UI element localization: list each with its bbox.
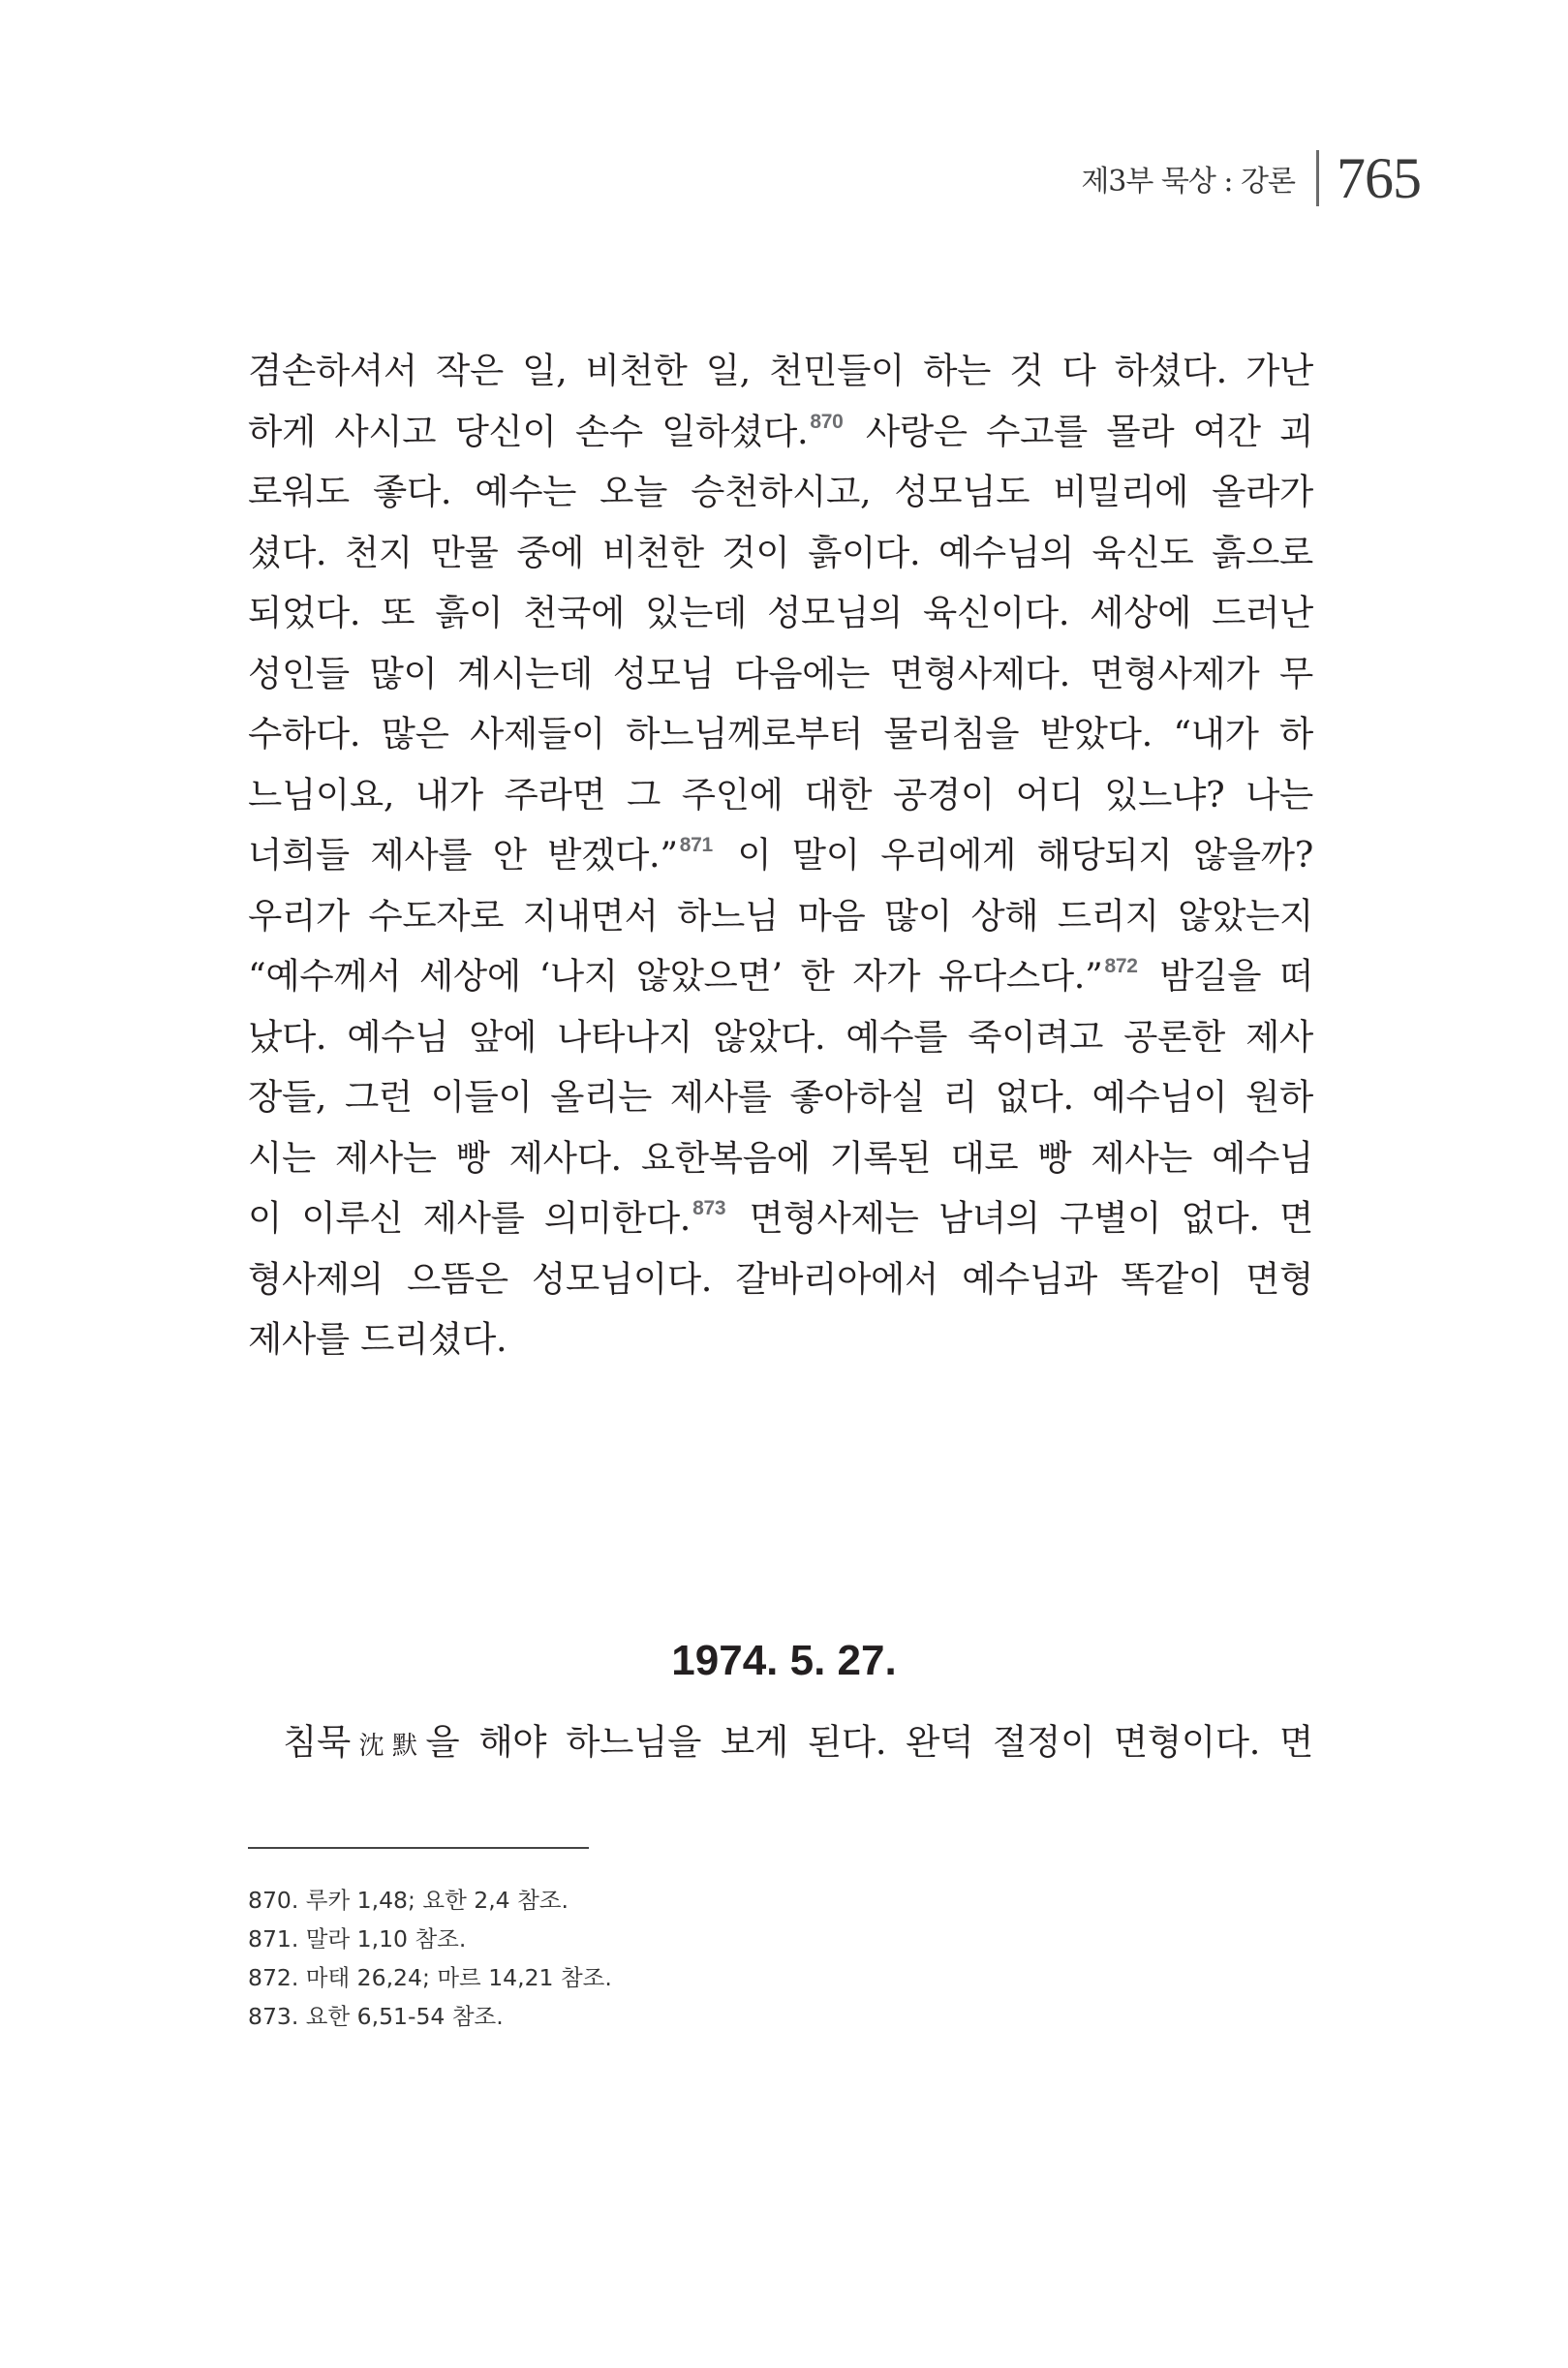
text-line: 침묵沈默을 해야 하느님을 보게 된다. 완덕 절정이 면형이다. 면 xyxy=(283,1721,1313,1763)
footnote-870: 870. 루카 1,48; 요한 2,4 참조. xyxy=(248,1887,569,1914)
running-head-section: 제3부 묵상 : 강론 xyxy=(1081,165,1295,199)
text-line: 셨다. 천지 만물 중에 비천한 것이 흙이다. 예수님의 육신도 흙으로 xyxy=(248,531,1313,573)
footnote-ref-871[interactable]: 871 xyxy=(679,834,713,856)
page-number: 765 xyxy=(1337,145,1421,210)
running-head xyxy=(1081,143,1421,213)
text-line: 이 이루신 제사를 의미한다.$^{873}$ 면형사제는 남녀의 구별이 없다. 면 xyxy=(248,1197,1313,1239)
text-line: 시는 제사는 빵 제사다. 요한복음에 기록된 대로 빵 제사는 예수님 xyxy=(248,1136,1313,1179)
text-line: 되었다. 또 흙이 천국에 있는데 성모님의 육신이다. 세상에 드러난 xyxy=(248,592,1313,633)
footnote-872: 872. 마태 26,24; 마르 14,21 참조. xyxy=(248,1964,612,1991)
date-section-paragraph xyxy=(248,1712,1313,1777)
text-line: 우리가 수도자로 지내면서 하느님 마음 많이 상해 드리지 않았는지 xyxy=(248,894,1313,937)
text-line: “예수께서 세상에 ‘나지 않았으면’ 한 자가 유다스다.”$^{872}$ 밤길을 떠 xyxy=(248,955,1313,997)
text-line: 하게 사시고 당신이 손수 일하셨다.$^{870}$ 사랑은 수고를 몰라 여간 괴 xyxy=(248,410,1314,452)
hanja-gloss: 沈默 xyxy=(350,1732,426,1761)
footnote-ref-873[interactable]: 873 xyxy=(692,1197,726,1219)
footnote-ref-872[interactable]: 872 xyxy=(1104,955,1138,977)
footnote-ref-870[interactable]: 870 xyxy=(810,410,844,433)
text-line: 장들, 그런 이들이 올리는 제사를 좋아하실 리 없다. 예수님이 원하 xyxy=(248,1076,1313,1118)
footnote-873: 873. 요한 6,51-54 참조. xyxy=(248,2003,504,2030)
footnote-871: 871. 말라 1,10 참조. xyxy=(248,1925,467,1953)
running-head-divider xyxy=(1316,150,1319,206)
text-line: 났다. 예수님 앞에 나타나지 않았다. 예수를 죽이려고 공론한 제사 xyxy=(248,1015,1313,1058)
body-paragraph xyxy=(248,341,1313,1370)
text-line: 겸손하셔서 작은 일, 비천한 일, 천민들이 하는 것 다 하셨다. 가난 xyxy=(248,350,1313,391)
text-line: 제사를 드리셨다. xyxy=(248,1318,507,1360)
footnote-divider xyxy=(248,1847,589,1849)
text-line: 성인들 많이 계시는데 성모님 다음에는 면형사제다. 면형사제가 무 xyxy=(248,652,1313,694)
text-line: 수하다. 많은 사제들이 하느님께로부터 물리침을 받았다. “내가 하 xyxy=(248,713,1313,754)
text-line: 형사제의 으뜸은 성모님이다. 갈바리아에서 예수님과 똑같이 면형 xyxy=(248,1257,1313,1300)
text-line: 로워도 좋다. 예수는 오늘 승천하시고, 성모님도 비밀리에 올라가 xyxy=(248,471,1313,512)
date-heading: 1974. 5. 27. xyxy=(671,1637,897,1684)
footnotes xyxy=(248,1881,612,2036)
text-line: 너희들 제사를 안 받겠다.”$^{871}$ 이 말이 우리에게 해당되지 않을까? xyxy=(248,834,1313,876)
text-line: 느님이요, 내가 주라면 그 주인에 대한 공경이 어디 있느냐? 나는 xyxy=(248,773,1313,815)
